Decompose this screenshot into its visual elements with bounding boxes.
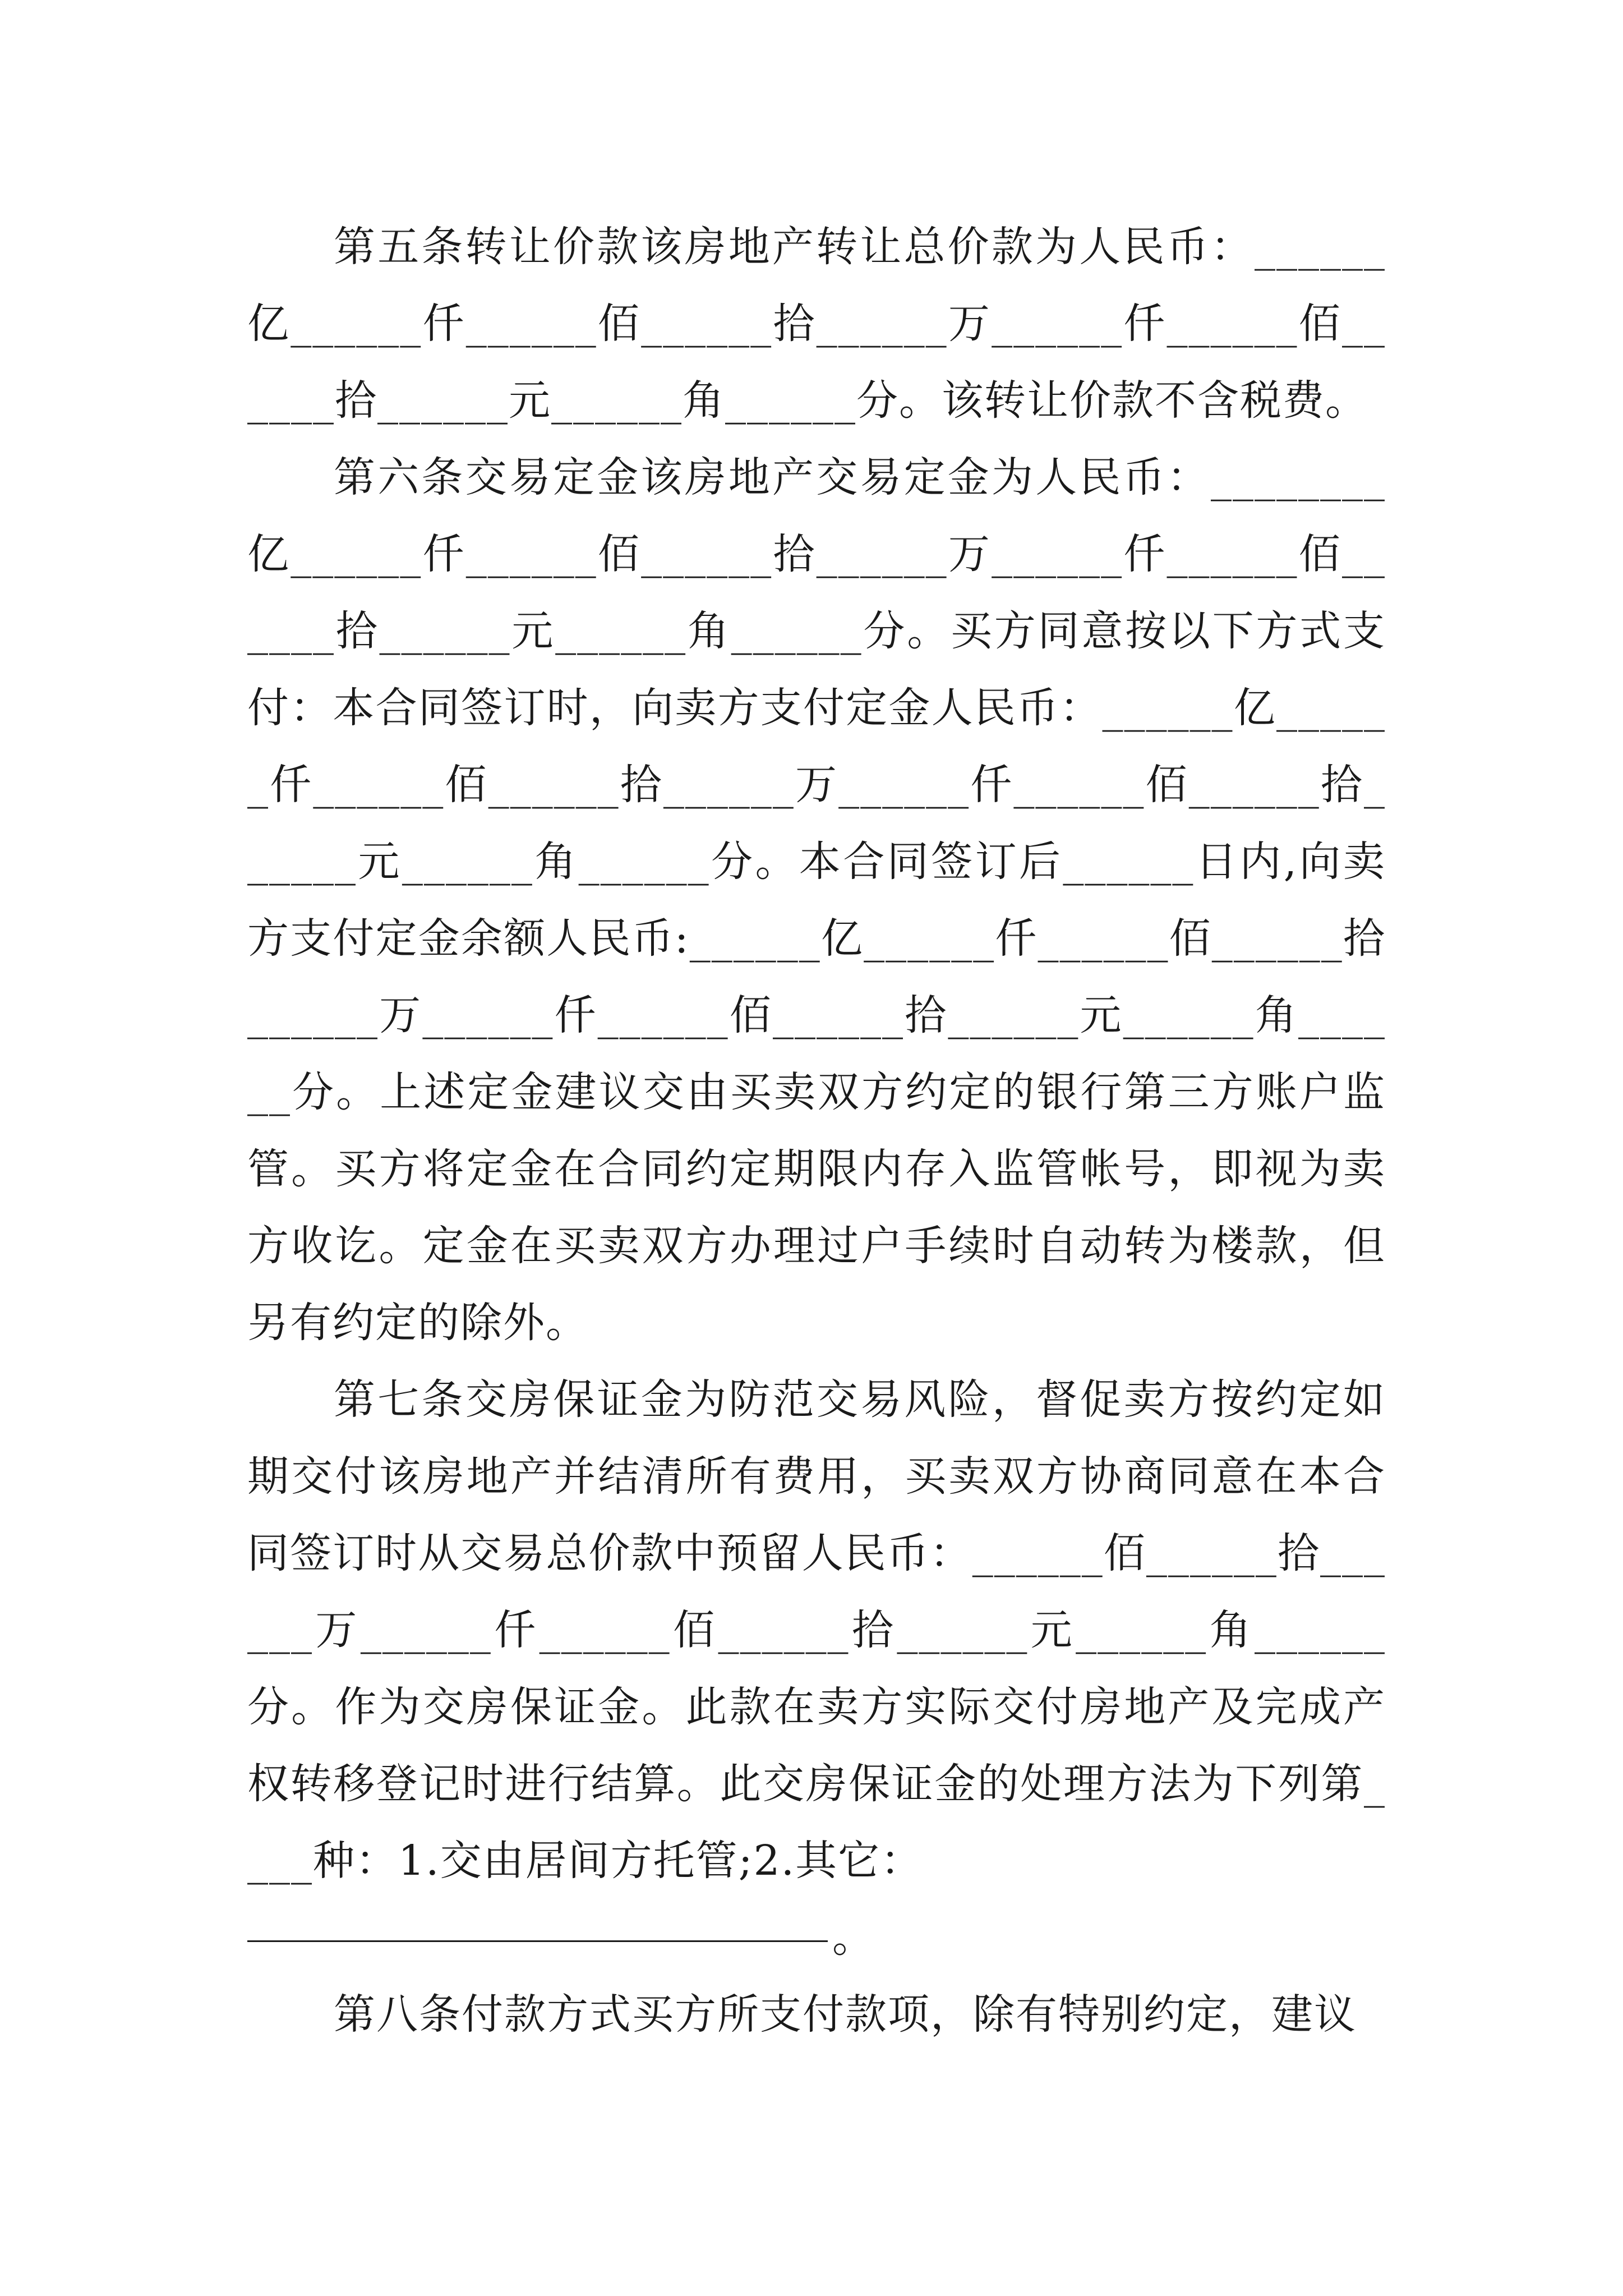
article-6-paragraph: 第六条交易定金该房地产交易定金为人民币：________亿______仟______佰______拾______万______仟______佰______拾______元______角______分。买方同意按以下方式支付：本合同签订时，向卖方支付定金人民币：______亿______仟______佰______拾______万______仟______佰______拾______元______角______分。本合同签订后______日内,向卖方支付定金余额人民币:______亿______仟______佰______拾______万______仟______佰______拾______元______角______分。上述定金建议交由买卖双方约定的银行第三方账户监管。买方将定金在合同约定期限内存入监管帐号，即视为卖方收讫。定金在买卖双方办理过户手续时自动转为楼款，但另有约定的除外。 bbox=[247, 453, 1386, 1347]
article-8-paragraph: 第八条付款方式买方所支付款项，除有特别约定，建议 bbox=[334, 1990, 1357, 2039]
article-7-paragraph: 第七条交房保证金为防范交易风险，督促卖方按约定如期交付该房地产并结清所有费用，买卖双方协商同意在本合同签订时从交易总价款中预留人民币：______佰______拾______万______仟______佰______拾______元______角______分。作为交房保证金。此款在卖方实际交付房地产及完成产权转移登记时进行结算。此交房保证金的处理方法为下列第____种：1.交由居间方托管;2.其它： bbox=[247, 1375, 1386, 1885]
article-5-paragraph: 第五条转让价款该房地产转让总价款为人民币：______亿______仟______佰______拾______万______仟______佰______拾______元______角______分。该转让价款不含税费。 bbox=[247, 223, 1386, 425]
other-method-blank-line bbox=[247, 1899, 1386, 1976]
contract-body bbox=[247, 209, 1386, 2053]
fill-in-blank bbox=[247, 1940, 828, 1942]
blank-line-end: 。 bbox=[832, 1913, 875, 1962]
